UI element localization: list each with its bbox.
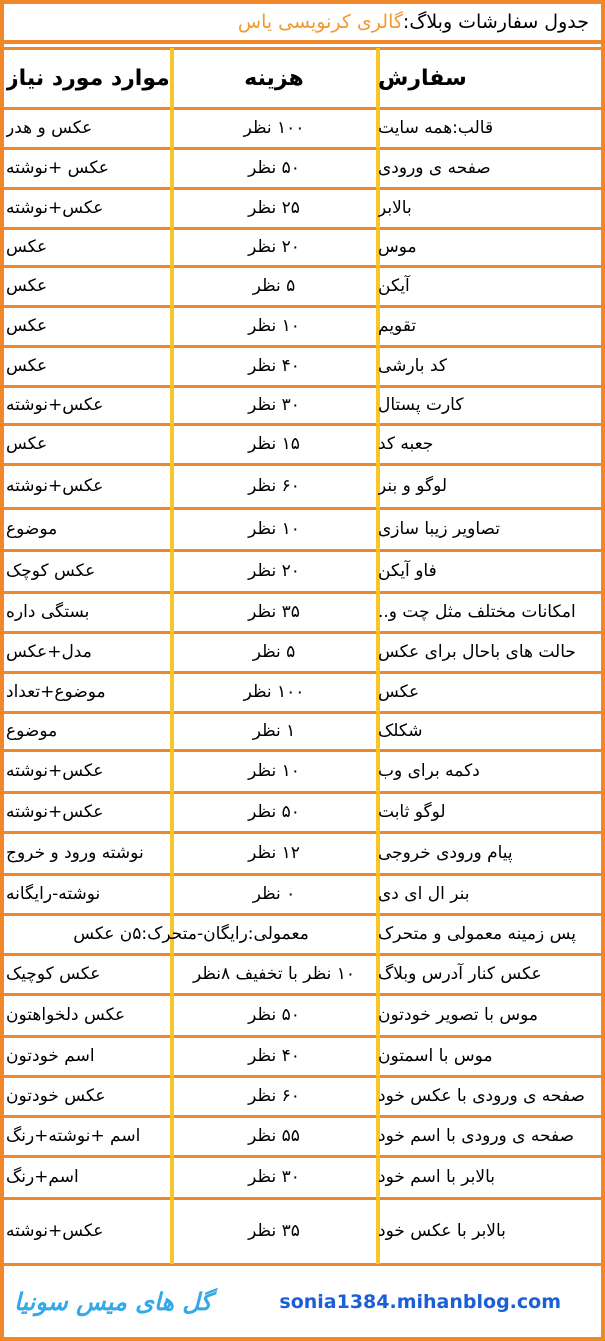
cost-cell: ۵ نظر (252, 276, 296, 296)
order-cell: امکانات مختلف مثل چت و.. (378, 602, 576, 622)
cost-cell: ۱ نظر (252, 721, 296, 741)
cost-cell: ۱۰۰ نظر (243, 118, 305, 138)
cost-cell: ۵۰ نظر (248, 802, 300, 822)
needs-cell: عکس کوچک (6, 561, 96, 581)
cost-cell: ۱۰ نظر با تخفیف ۸نظر (192, 964, 356, 984)
needs-cell: عکس کوچیک (6, 964, 101, 984)
order-cell: پس زمینه معمولی و متحرک (378, 924, 576, 944)
cost-cell: ۱۰ نظر (248, 519, 300, 539)
order-cell: شکلک (378, 721, 423, 741)
header-order: سفارش (378, 65, 467, 91)
cost-cell: ۳۵ نظر (248, 602, 300, 622)
cost-cell: ۳۰ نظر (248, 1167, 300, 1187)
title-gallery: گالری کرنویسی یاس (237, 11, 403, 33)
order-cell: دکمه برای وب (378, 761, 480, 781)
order-cell: عکس (378, 682, 420, 702)
cost-cell: ۳۰ نظر (248, 395, 300, 415)
needs-cell: موضوع (6, 721, 58, 741)
needs-cell: نوشته ورود و خروج (6, 843, 144, 863)
cost-cell: ۱۲ نظر (248, 843, 300, 863)
order-cell: پیام ورودی خروجی (378, 843, 513, 863)
brand-logo: گل های میس سونیا (14, 1288, 212, 1316)
needs-cell: نوشته-رایگانه (6, 884, 101, 904)
cost-cell: ۱۵ نظر (248, 434, 300, 454)
page-title (4, 4, 601, 44)
needs-cell: مدل+عکس (6, 642, 92, 662)
cost-cell: ۱۰ نظر (248, 761, 300, 781)
order-cell: کد بارشی (378, 356, 447, 376)
needs-cell: عکس+نوشته (6, 1221, 104, 1241)
order-cell: جعبه کد (378, 434, 434, 454)
cost-cell: ۳۵ نظر (248, 1221, 300, 1241)
order-cell: قالب:همه سایت (378, 118, 494, 138)
needs-cell: عکس دلخواهتون (6, 1005, 126, 1025)
merged-cost-needs-cell: معمولی:رایگان-متحرک:۵ن عکس (73, 924, 309, 944)
order-cell: حالت های باحال برای عکس (378, 642, 576, 662)
needs-cell: عکس+نوشته (6, 395, 104, 415)
needs-cell: عکس (6, 316, 48, 336)
footer (4, 1267, 601, 1337)
needs-cell: عکس (6, 237, 48, 257)
order-cell: بنر ال ای دی (378, 884, 470, 904)
cost-cell: ۵۵ نظر (248, 1126, 300, 1146)
needs-cell: عکس (6, 434, 48, 454)
order-cell: لوگو و بنر (378, 476, 448, 496)
needs-cell: عکس خودتون (6, 1086, 106, 1106)
needs-cell: موضوع (6, 519, 58, 539)
order-cell: صفحه ی ورودی با عکس خود (378, 1086, 585, 1106)
order-cell: بالابر با عکس خود (378, 1221, 506, 1241)
order-cell: کارت پستال (378, 395, 464, 415)
cost-cell: ۲۵ نظر (248, 198, 300, 218)
order-cell: فاو آیکن (378, 561, 437, 581)
order-cell: موس با تصویر خودتون (378, 1005, 538, 1025)
needs-cell: عکس (6, 276, 48, 296)
order-cell: تقویم (378, 316, 417, 336)
cost-cell: ۵۰ نظر (248, 158, 300, 178)
needs-cell: اسم+رنگ (6, 1167, 79, 1187)
order-cell: صفحه ی ورودی (378, 158, 491, 178)
cost-cell: ۱۰۰ نظر (243, 682, 305, 702)
cost-cell: ۶۰ نظر (248, 476, 300, 496)
needs-cell: بستگی داره (6, 602, 90, 622)
needs-cell: اسم خودتون (6, 1046, 95, 1066)
needs-cell: عکس+نوشته (6, 476, 104, 496)
order-cell: آیکن (378, 276, 410, 296)
cost-cell: ۵ نظر (252, 642, 296, 662)
header-cost: هزینه (244, 65, 304, 91)
needs-cell: عکس+نوشته (6, 198, 104, 218)
order-cell: لوگو ثابت (378, 802, 446, 822)
needs-cell: اسم +نوشته+رنگ (6, 1126, 141, 1146)
needs-cell: عکس و هدر (6, 118, 93, 138)
needs-cell: موضوع+تعداد (6, 682, 106, 702)
cost-cell: ۵۰ نظر (248, 1005, 300, 1025)
cost-cell: ۲۰ نظر (248, 237, 300, 257)
cost-cell: ۴۰ نظر (248, 356, 300, 376)
order-cell: بالابر با اسم خود (378, 1167, 495, 1187)
cost-cell: ۶۰ نظر (248, 1086, 300, 1106)
order-cell: عکس کنار آدرس وبلاگ (378, 964, 542, 984)
header-needs: موارد مورد نیاز (6, 65, 170, 91)
order-cell: بالابر (378, 198, 412, 218)
order-cell: تصاویر زیبا سازی (378, 519, 500, 539)
needs-cell: عکس (6, 356, 48, 376)
needs-cell: عکس +نوشته (6, 158, 109, 178)
cost-cell: ۴۰ نظر (248, 1046, 300, 1066)
site-url[interactable]: sonia1384.mihanblog.com (279, 1291, 561, 1313)
order-cell: موس با اسمتون (378, 1046, 493, 1066)
order-cell: موس (378, 237, 417, 257)
cost-cell: ۱۰ نظر (248, 316, 300, 336)
needs-cell: عکس+نوشته (6, 761, 104, 781)
title-main: جدول سفارشات وبلاگ: (402, 11, 589, 33)
order-cell: صفحه ی ورودی با اسم خود (378, 1126, 575, 1146)
cost-cell: ۰ نظر (252, 884, 296, 904)
needs-cell: عکس+نوشته (6, 802, 104, 822)
cost-cell: ۲۰ نظر (248, 561, 300, 581)
